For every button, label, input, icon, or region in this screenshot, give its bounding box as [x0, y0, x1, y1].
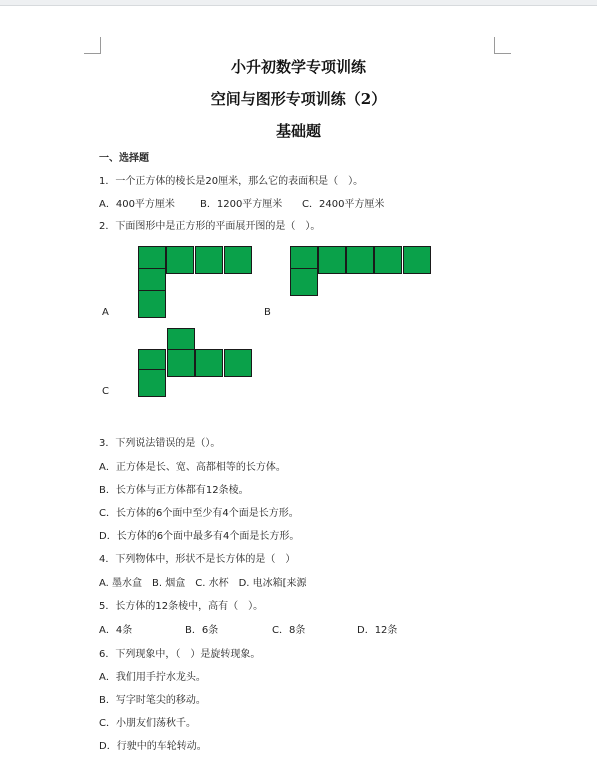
net-square	[403, 246, 431, 274]
section-heading: 一、选择题	[99, 153, 149, 164]
question-3: 3．下列说法错误的是（）。	[99, 438, 221, 449]
net-square	[224, 246, 252, 274]
net-square	[224, 349, 252, 377]
net-square	[166, 246, 194, 274]
q3-option-b: B．长方体与正方体都有12条棱。	[99, 485, 249, 496]
q4-options: A. 墨水盒 B. 烟盒 C. 水杯 D. 电冰箱[来源	[99, 578, 307, 589]
q6-option-c: C．小朋友们荡秋千。	[99, 718, 196, 729]
crop-mark-top-right	[494, 37, 511, 54]
figure-b-label: B	[264, 307, 271, 318]
net-square	[195, 349, 223, 377]
question-5: 5．长方体的12条棱中，高有（ ）。	[99, 601, 264, 612]
net-square	[167, 349, 195, 377]
q1-option-a: A．400平方厘米	[99, 199, 175, 210]
net-square	[346, 246, 374, 274]
q3-option-d: D．长方体的6个面中最多有4个面是长方形。	[99, 531, 300, 542]
question-2: 2．下面图形中是正方形的平面展开图的是（ ）。	[99, 221, 321, 232]
q3-option-c: C．长方体的6个面中至少有4个面是长方形。	[99, 508, 299, 519]
question-1: 1．一个正方体的棱长是20厘米，那么它的表面积是（ ）。	[99, 176, 364, 187]
q6-option-a: A．我们用手拧水龙头。	[99, 672, 206, 683]
q5-option-c: C．8条	[272, 625, 306, 636]
net-square	[318, 246, 346, 274]
document-title: 小升初数学专项训练	[230, 58, 366, 76]
net-square	[195, 246, 223, 274]
net-square	[138, 290, 166, 318]
q6-option-b: B．写字时笔尖的移动。	[99, 695, 206, 706]
q1-option-b: B．1200平方厘米	[200, 199, 283, 210]
q5-option-d: D．12条	[357, 625, 398, 636]
q5-option-b: B．6条	[185, 625, 219, 636]
document-page	[0, 5, 597, 763]
document-subtitle: 空间与图形专项训练（2）	[210, 90, 387, 108]
q3-option-a: A．正方体是长、宽、高都相等的长方体。	[99, 462, 286, 473]
q5-option-a: A．4条	[99, 625, 133, 636]
net-square	[374, 246, 402, 274]
net-square	[138, 369, 166, 397]
question-4: 4．下列物体中，形状不是长方体的是（ ）	[99, 554, 296, 565]
figure-c-label: C	[102, 386, 109, 397]
q1-option-c: C．2400平方厘米	[302, 199, 385, 210]
net-square	[290, 268, 318, 296]
figure-a-label: A	[102, 307, 109, 318]
q6-option-d: D．行驶中的车轮转动。	[99, 741, 207, 752]
crop-mark-top-left	[84, 37, 101, 54]
document-heading: 基础题	[275, 122, 321, 140]
question-6: 6．下列现象中，（ ）是旋转现象。	[99, 649, 261, 660]
